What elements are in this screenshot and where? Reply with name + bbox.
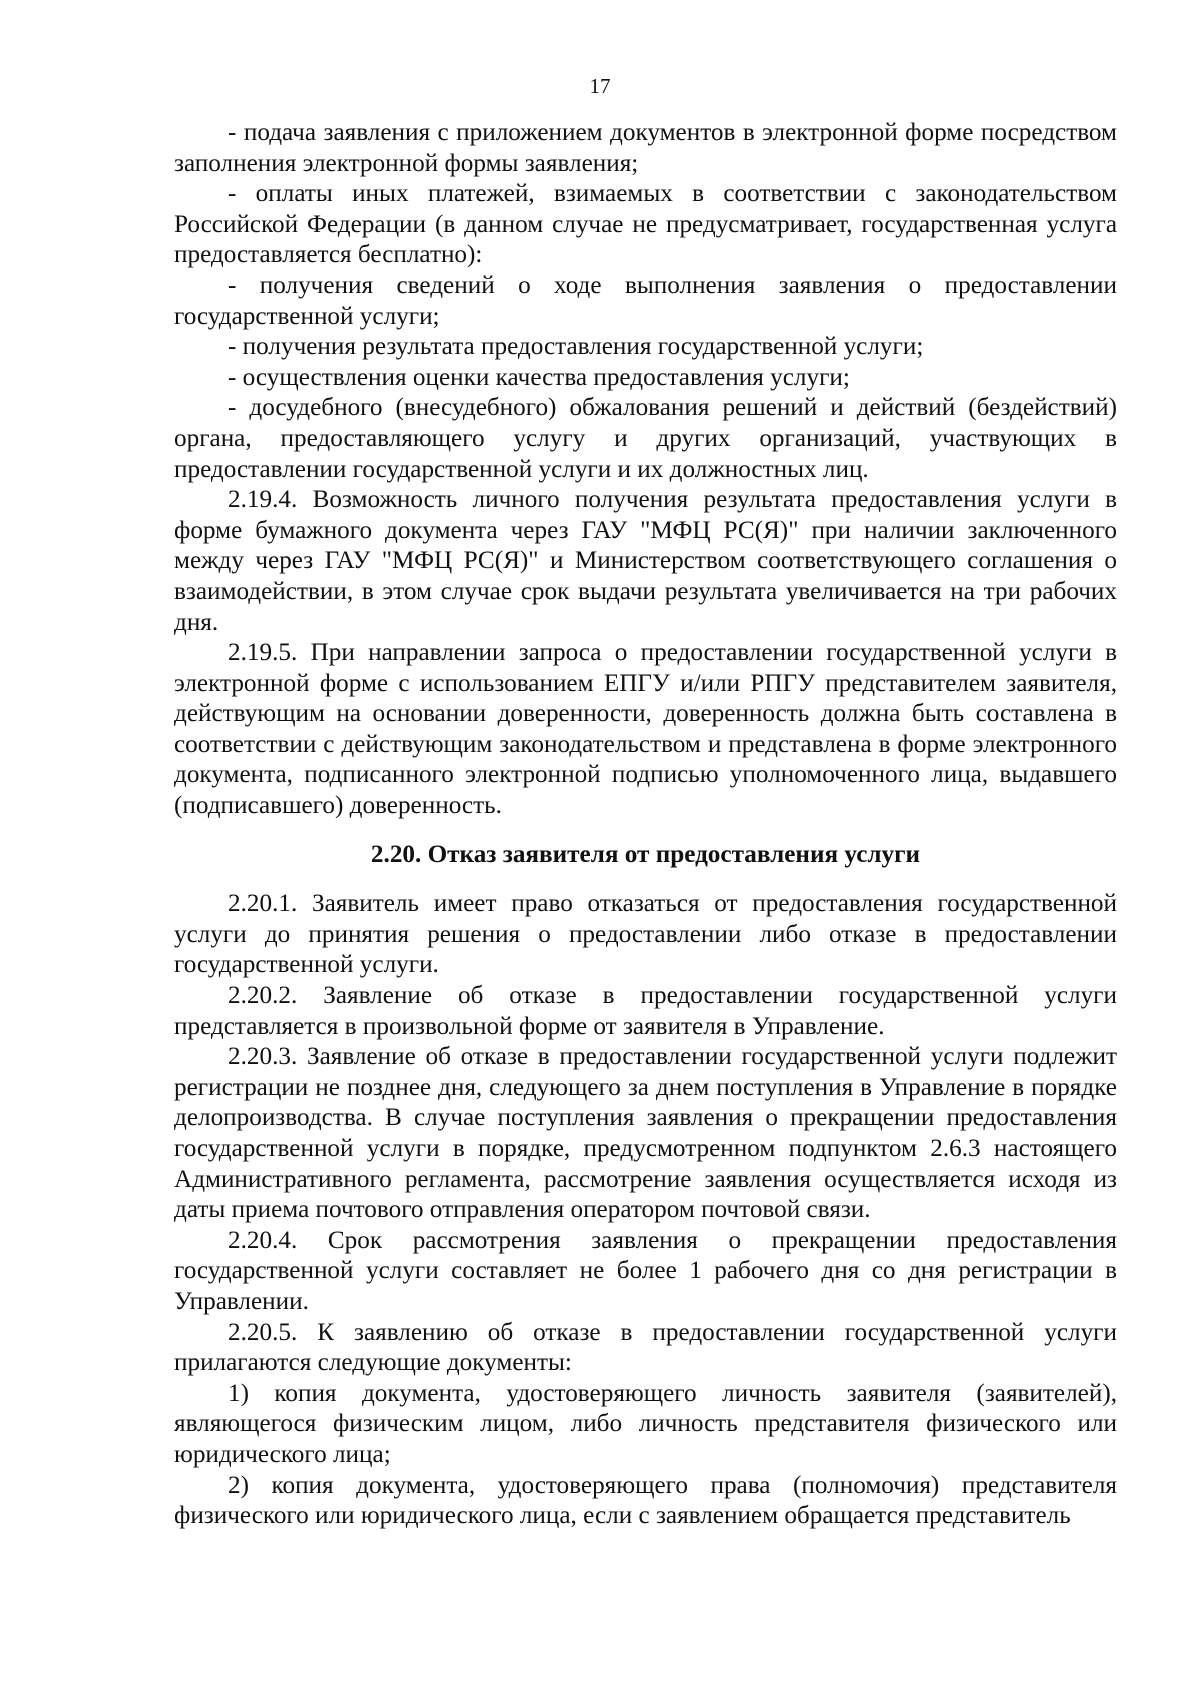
- list-item-authority-copy: 2) копия документа, удостоверяющего права (полномочия) представителя физического или юридического лица, если с заявлением обращается представитель: [174, 1471, 1117, 1530]
- list-item-other-payments: - оплаты иных платежей, взимаемых в соответствии с законодательством Российской Федерации (в данном случае не предусматривает, государственная услуга предоставляется бесплатно):: [174, 180, 1117, 269]
- list-item-submit-application: - подача заявления с приложением документов в электронной форме посредством заполнения электронной формы заявления;: [174, 119, 1117, 177]
- paragraph-2-20-5: 2.20.5. К заявлению об отказе в предоставлении государственной услуги прилагаются следующие документы:: [174, 1318, 1117, 1377]
- paragraph-2-20-1: 2.20.1. Заявитель имеет право отказаться от предоставления государственной услуги до принятия решения о предоставлении либо отказе в предоставлении государственной услуги.: [174, 890, 1117, 979]
- page-content: [174, 118, 1117, 1532]
- paragraph-2-19-4: 2.19.4. Возможность личного получения результата предоставления услуги в форме бумажного документа через ГАУ "МФЦ РС(Я)" при наличии заключенного между через ГАУ "МФЦ РС(Я)" и Министерством соответствующего соглашения о взаимодействии, в этом случае срок выдачи результата увеличивается на три рабочих дня.: [174, 486, 1117, 636]
- list-item-quality-assessment: - осуществления оценки качества предоставления услуги;: [228, 363, 850, 391]
- page-number: 17: [589, 74, 611, 98]
- paragraph-2-20-2: 2.20.2. Заявление об отказе в предоставлении государственной услуги представляется в произвольной форме от заявителя в Управление.: [174, 982, 1117, 1040]
- paragraph-2-19-5: 2.19.5. При направлении запроса о предоставлении государственной услуги в электронной форме с использованием ЕПГУ и/или РПГУ представителем заявителя, действующим на основании доверенности, доверенность должна быть составлена в соответствии с действующим законодательством и представлена в форме электронного документа, подписанного электронной подписью уполномоченного лица, выдавшего (подписавшего) доверенность.: [174, 639, 1117, 820]
- list-item-get-result: - получения результата предоставления государственной услуги;: [228, 333, 924, 361]
- paragraph-2-20-4: 2.20.4. Срок рассмотрения заявления о прекращении предоставления государственной услуги составляет не более 1 рабочего дня со дня регистрации в Управлении.: [174, 1226, 1117, 1315]
- paragraph-2-20-3: 2.20.3. Заявление об отказе в предоставлении государственной услуги подлежит регистрации не позднее дня, следующего за днем поступления в Управление в порядке делопроизводства. В случае поступления заявления о прекращении предоставления государственной услуги в порядке, предусмотренном подпунктом 2.6.3 настоящего Административного регламента, рассмотрение заявления осуществляется исходя из даты приема почтового отправления оператором почтовой связи.: [174, 1043, 1117, 1224]
- section-heading: 2.20. Отказ заявителя от предоставления услуги: [370, 840, 921, 868]
- list-item-pretrial-appeal: - досудебного (внесудебного) обжалования решений и действий (бездействий) органа, предоставляющего услугу и других организаций, участвующих в предоставлении государственной услуги и их должностных лиц.: [174, 394, 1117, 483]
- list-item-identity-copy: 1) копия документа, удостоверяющего личность заявителя (заявителей), являющегося физическим лицом, либо личность представителя физического или юридического лица;: [174, 1379, 1117, 1468]
- list-item-progress-info: - получения сведений о ходе выполнения заявления о предоставлении государственной услуги;: [174, 271, 1117, 330]
